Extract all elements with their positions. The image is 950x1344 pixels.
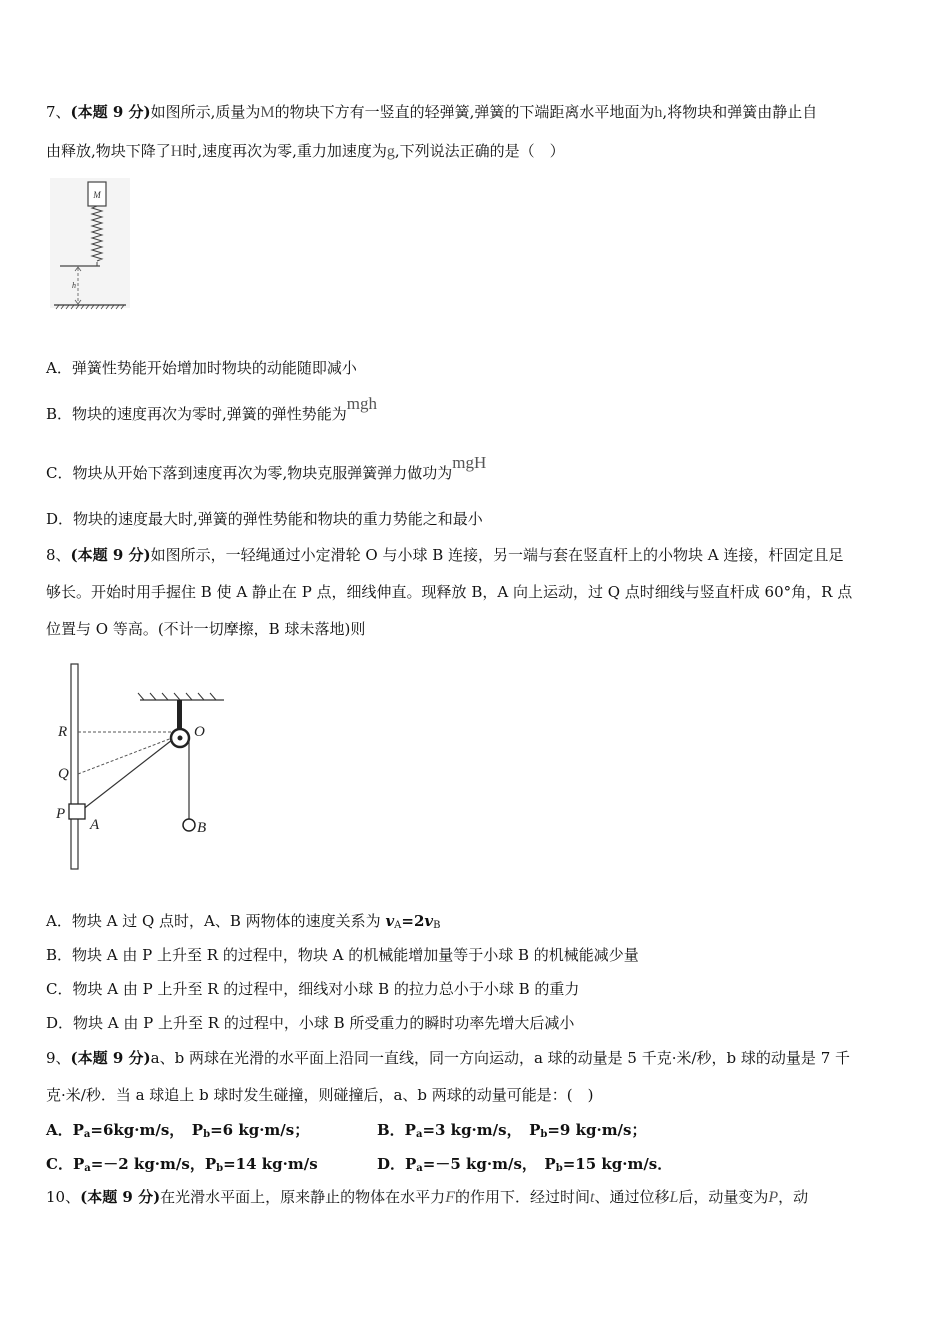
- label-b: B: [197, 820, 207, 836]
- q10-line-1: 10、(本题 9 分)在光滑水平面上，原来静止的物体在水平力F的作用下．经过时间t、通过位移L后，动量变为P，动: [46, 1188, 809, 1206]
- symbol-F: F: [445, 1189, 455, 1206]
- q9-option-d: D．$P_a=-5$ kg·m/s， $P_b=15$ kg·m/s．: [377, 1155, 673, 1174]
- spring-figure: [50, 178, 140, 313]
- q7-option-b: B．物块的速度再次为零时,弹簧的弹性势能为mgh: [46, 394, 378, 423]
- height-label: h: [72, 281, 76, 290]
- q9-option-b: B．$P_a=3$ kg·m/s， $P_b=9$ kg·m/s；: [377, 1121, 647, 1140]
- q7-line-1: 7、(本题 9 分)如图所示,质量为M的物块下方有一竖直的轻弹簧,弹簧的下端距离水平地面为h,将物块和弹簧由静止自: [46, 103, 818, 121]
- block-a: [69, 804, 85, 819]
- q9-option-c: C．$P_a=-2$ kg·m/s，$P_b=14$ kg·m/s: [46, 1155, 318, 1174]
- label-a: A: [90, 817, 100, 833]
- ball-b: [183, 819, 195, 831]
- q8-option-a: A．物块 A 过 Q 点时，A、B 两物体的速度关系为 $v_A=2v_B$: [46, 912, 441, 931]
- symbol-h: h: [654, 104, 663, 121]
- q8-line-3: 位置与 O 等高。(不计一切摩擦，B 球未落地)则: [46, 620, 366, 638]
- q8-line-2: 够长。开始时用手握住 B 使 A 静止在 P 点，细线伸直。现释放 B，A 向上运动，过 Q 点时细线与竖直杆成 60°角，R 点: [46, 583, 853, 601]
- label-r: R: [58, 724, 68, 740]
- expr-mgH: mgH: [452, 453, 487, 472]
- symbol-P: P: [768, 1189, 779, 1206]
- label-o: O: [194, 724, 205, 740]
- ceiling-hatch: [138, 693, 216, 700]
- q7-line-2: 由释放,物块下降了H时,速度再次为零,重力加速度为g,下列说法正确的是（ ）: [46, 142, 565, 160]
- q7-option-a: A．弹簧性势能开始增加时物块的动能随即减小: [46, 359, 357, 377]
- q8-option-b: B．物块 A 由 P 上升至 R 的过程中，物块 A 的机械能增加量等于小球 B 的机械能减少量: [46, 946, 639, 964]
- pulley-figure: [52, 660, 242, 875]
- label-p: P: [56, 806, 66, 822]
- rope-to-a: [82, 740, 172, 810]
- vertical-rod: [71, 664, 78, 869]
- symbol-t: t: [589, 1189, 595, 1206]
- symbol-M: M: [260, 104, 275, 121]
- expr-mgh: mgh: [346, 394, 378, 413]
- q8-option-c: C．物块 A 由 P 上升至 R 的过程中，细线对小球 B 的拉力总小于小球 B 的重力: [46, 980, 580, 998]
- pulley-mount: [177, 700, 182, 732]
- symbol-H: H: [170, 143, 183, 160]
- q8-option-d: D．物块 A 由 P 上升至 R 的过程中，小球 B 所受重力的瞬时功率先增大后减小: [46, 1014, 575, 1032]
- q9-line-2: 克·米/秒．当 a 球追上 b 球时发生碰撞，则碰撞后，a、b 两球的动量可能是：( ): [46, 1086, 594, 1104]
- q7-option-d: D．物块的速度最大时,弹簧的弹性势能和物块的重力势能之和最小: [46, 510, 483, 528]
- symbol-L: L: [669, 1189, 679, 1206]
- mass-label: M: [93, 190, 101, 200]
- q9-option-a: A．$P_a=6kg\cdot m/s$， $P_b=6$ kg·m/s；: [46, 1121, 310, 1140]
- dashed-line-q: [78, 738, 172, 774]
- q9-line-1: 9、(本题 9 分)a、b 两球在光滑的水平面上沿同一直线，同一方向运动，a 球的动量是 5 千克·米/秒，b 球的动量是 7 千: [46, 1049, 851, 1067]
- symbol-g: g: [386, 143, 395, 160]
- label-q: Q: [58, 766, 69, 782]
- q7-option-c: C．物块从开始下落到速度再次为零,物块克服弹簧弹力做功为mgH: [46, 453, 487, 482]
- q8-line-1: 8、(本题 9 分)如图所示，一轻绳通过小定滑轮 O 与小球 B 连接，另一端与套在竖直杆上的小物块 A 连接，杆固定且足: [46, 546, 844, 564]
